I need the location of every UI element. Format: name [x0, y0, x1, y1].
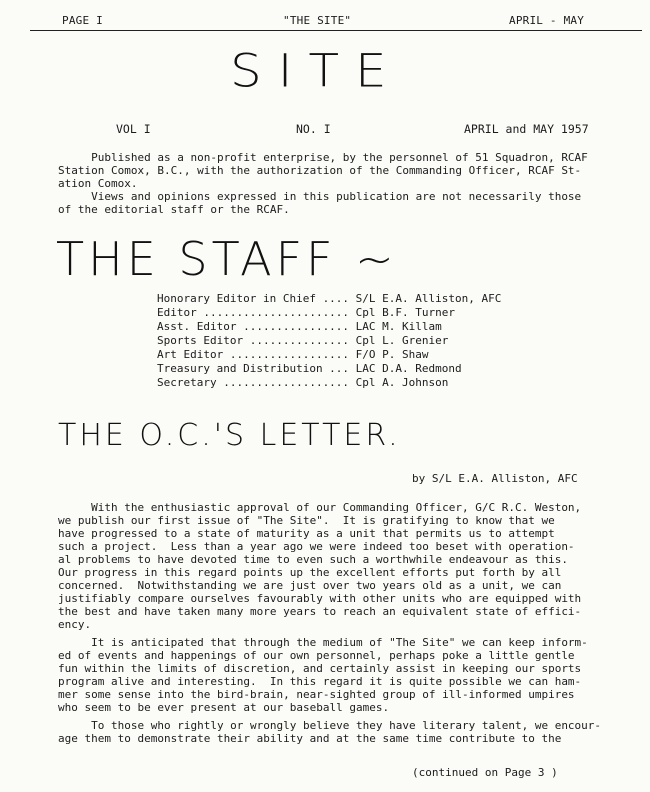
letter-line: have progressed to a state of maturity as a unit that permits us to attempt [58, 527, 555, 540]
letter-byline: by S/L E.A. Alliston, AFC [412, 472, 578, 485]
letter-line: age them to demonstrate their ability and at the same time contribute to the [58, 732, 562, 745]
letter-line: ed of events and happenings of our own personnel, perhaps poke a little gentle [58, 649, 575, 662]
letter-line: al problems to have devoted time to even such a worthwhile endeavour as this. [58, 553, 568, 566]
intro-line: of the editorial staff or the RCAF. [58, 203, 290, 216]
staff-entry: Editor ...................... Cpl B.F. Turner [157, 306, 456, 319]
staff-entry: Honorary Editor in Chief .... S/L E.A. Alliston, AFC [157, 292, 502, 305]
letter-line: who seem to be ever present at our baseball games. [58, 701, 390, 714]
letter-line: the best and have taken many more years to reach an equivalent state of effici- [58, 605, 582, 618]
staff-entry: Sports Editor ............... Cpl L. Grenier [157, 334, 449, 347]
letter-line: Our progress in this regard points up the excellent efforts put forth by all [58, 566, 562, 579]
running-title: "THE SITE" [283, 14, 352, 27]
letter-line: To those who rightly or wrongly believe they have literary talent, we encour- [58, 719, 602, 732]
staff-entry: Treasury and Distribution ... LAC D.A. Redmond [157, 362, 462, 375]
running-date: APRIL - MAY [509, 14, 585, 27]
intro-line: Published as a non-profit enterprise, by the personnel of 51 Squadron, RCAF [58, 151, 588, 164]
letter-line: program alive and interesting. In this regard it is quite possible we can ham- [58, 675, 582, 688]
staff-entry: Secretary ................... Cpl A. Johnson [157, 376, 449, 389]
letter-line: we publish our first issue of "The Site". It is gratifying to know that we [58, 514, 555, 527]
volume-label: VOL I [116, 122, 151, 136]
staff-heading: THE STAFF ~ [56, 232, 398, 286]
intro-line: Station Comox, B.C., with the authorization of the Commanding Officer, RCAF St- [58, 164, 582, 177]
letter-line: such a project. Less than a year ago we were indeed too beset with operation- [58, 540, 575, 553]
letter-line: concerned. Notwithstanding we are just over two years old as a unit, we can [58, 579, 562, 592]
letter-line: fun within the limits of discretion, and certainly assist in keeping our sports [58, 662, 582, 675]
masthead-title: SITE [230, 44, 403, 98]
issue-number: NO. I [296, 122, 331, 136]
staff-entry: Art Editor .................. F/O P. Shaw [157, 348, 429, 361]
letter-line: With the enthusiastic approval of our Commanding Officer, G/C R.C. Weston, [58, 501, 582, 514]
letter-line: ency. [58, 618, 92, 631]
letter-line: justifiably compare ourselves favourably with other units who are equipped with [58, 592, 582, 605]
intro-line: ation Comox. [58, 177, 138, 190]
staff-entry: Asst. Editor ................ LAC M. Killam [157, 320, 442, 333]
issue-date: APRIL and MAY 1957 [464, 122, 589, 136]
letter-line: It is anticipated that through the medium of "The Site" we can keep inform- [58, 636, 588, 649]
page-number: PAGE I [62, 14, 103, 27]
header-rule [30, 30, 642, 31]
intro-line: Views and opinions expressed in this publication are not necessarily those [58, 190, 582, 203]
letter-heading: THE O.C.'S LETTER. [58, 418, 401, 453]
letter-line: mer some sense into the bird-brain, near-sighted group of ill-informed umpires [58, 688, 575, 701]
continued-note: (continued on Page 3 ) [412, 766, 558, 779]
